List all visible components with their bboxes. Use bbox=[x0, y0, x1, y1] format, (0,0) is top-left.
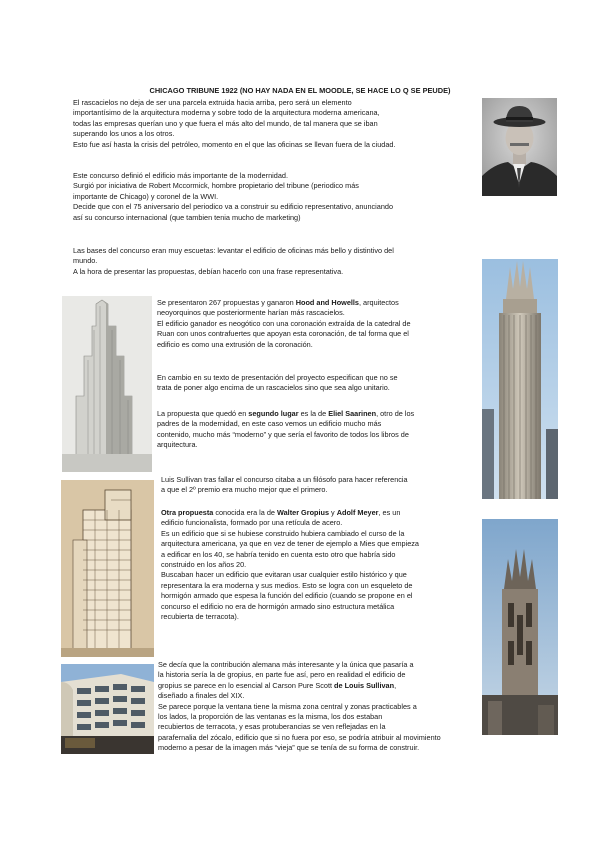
text-line: Decide que con el 75 aniversario del periodico va a construir su edificio representativo, anunciando bbox=[73, 202, 394, 212]
text-line: contenido, mucho más “moderno” y que sería el favorito de todos los libros de bbox=[157, 429, 409, 439]
text-line: concurso el edificio no era de hormigón armado sino estructura metálica bbox=[161, 601, 395, 611]
text-line: importantísimo de la arquitectura moderna y sobre todo de la arquitectura moderna americana, bbox=[73, 108, 380, 118]
presentation-paragraph bbox=[157, 373, 477, 394]
text-line: así su concurso internacional (que tambien tenia mucho de marketing) bbox=[73, 212, 301, 222]
text-span: , bbox=[394, 680, 397, 690]
text-line: a que el 2º premio era mucho mejor que el primero. bbox=[161, 485, 328, 495]
architect-name: Walter Gropius bbox=[277, 508, 330, 517]
text-span: conocida era la de bbox=[213, 508, 277, 517]
text-line: arquitectura. bbox=[157, 440, 198, 450]
portrait-photo bbox=[482, 98, 557, 196]
tribune-tower-photo bbox=[482, 259, 558, 499]
architect-name: de Louis Sullivan bbox=[334, 680, 395, 690]
text-line: construido en los años 20. bbox=[161, 560, 247, 570]
text-line: Es un edificio que si se hubiese construido hubiera cambiado el curso de la bbox=[161, 528, 405, 538]
text-line: recubierta de terracota). bbox=[161, 612, 239, 622]
text-span: es la de bbox=[298, 409, 329, 418]
text-line: padres de la modernidad, en este caso vemos un edificio mucho más bbox=[157, 419, 382, 429]
text-line: Buscaban hacer un edificio que evitaran usar cualquier estilo histórico y que bbox=[161, 570, 407, 580]
text-line: A la hora de presentar las propuestas, debían hacerlo con una frase representativa. bbox=[73, 266, 344, 276]
text-line bbox=[157, 298, 477, 308]
text-line: a edificar en los 40, se habría tenido en cuenta esto otro que habría sido bbox=[161, 549, 396, 559]
text-line bbox=[158, 681, 488, 691]
text-line: Ruan con unos contrafuertes que apoyan esta coronación, de tal forma que el bbox=[157, 329, 409, 339]
text-line: la historia sería la de gropius, en parte fue así, pero en realidad el edificio de bbox=[158, 670, 406, 680]
sullivan-paragraph bbox=[161, 475, 481, 496]
text-line: Esto fue así hasta la crisis del petróleo, momento en el que las oficinas se llevan fuera de la ciudad. bbox=[73, 139, 396, 149]
text-line: Se parece porque la ventana tiene la misma zona central y zonas practicables a bbox=[158, 701, 417, 711]
text-span: y bbox=[329, 508, 337, 517]
text-line: Este concurso definió el edificio más importante de la modernidad. bbox=[73, 171, 288, 180]
text-span: , es un bbox=[378, 508, 401, 517]
text-line: importante de Chicago) y coronel de la WWI. bbox=[73, 191, 219, 201]
emphasis: Otra propuesta bbox=[161, 508, 214, 517]
document-title: CHICAGO TRIBUNE 1922 (NO HAY NADA EN EL MOODLE, SE HACE LO Q SE PEUDE) bbox=[149, 86, 451, 95]
intro-paragraph bbox=[73, 98, 473, 150]
text-line: mundo. bbox=[73, 256, 98, 266]
text-line: hormigón armado que espesa la función del edificio (cuando se propone en el bbox=[161, 591, 413, 601]
text-line: Se decía que la contribución alemana más interesante y la única que pasaría a bbox=[158, 660, 414, 669]
text-line: representara la era moderna y sus medios. Esto se logra con un esqueleto de bbox=[161, 580, 413, 590]
text-line: recubiertos de terracota, y esas protuberancias se ven reflejadas en la bbox=[158, 722, 386, 732]
rouen-tower-photo bbox=[482, 519, 558, 735]
second-place-paragraph bbox=[157, 409, 477, 451]
text-line: El edificio ganador es neogótico con una coronación extraída de la catedral de bbox=[157, 318, 411, 328]
emphasis: segundo lugar bbox=[248, 409, 299, 418]
text-line: parafernalia del zócalo, edificio que si no fuera por eso, se podría atribuir al movimiento bbox=[158, 732, 441, 742]
text-line bbox=[157, 409, 477, 419]
text-line: moderno a pesar de la imagen más “vieja” que se tenía de su forma de construir. bbox=[158, 743, 420, 753]
text-line: neoyorquinos que posteriormente harían más rascacielos. bbox=[157, 308, 345, 318]
text-line: todas las empresas querían uno y que fuera el más alto del mundo, de tal manera que se iban bbox=[73, 118, 378, 128]
contest-paragraph bbox=[73, 171, 473, 223]
text-line: superando los unos a los otros. bbox=[73, 129, 175, 139]
text-span: gropius se parece en lo esencial al Carson Pure Scott bbox=[158, 680, 335, 690]
text-line: arquitectura americana, ya que en vez de tener de ejemplo a Mies que empieza bbox=[161, 539, 419, 549]
text-line: los lados, la proporción de las ventanas es la misma, los dos estaban bbox=[158, 712, 383, 722]
text-span: Se presentaron 267 propuestas y ganaron bbox=[157, 298, 296, 307]
text-line: edificio es como una extrusión de la coronación. bbox=[157, 339, 313, 349]
german-contribution-paragraph bbox=[158, 660, 488, 754]
text-span: , arquitectos bbox=[359, 298, 399, 307]
text-line: Las bases del concurso eran muy escuetas: levantar el edificio de oficinas más bello y distintivo del bbox=[73, 246, 394, 255]
text-line: Luis Sullivan tras fallar el concurso citaba a un filósofo para hacer referencia bbox=[161, 475, 408, 484]
winners-paragraph bbox=[157, 298, 477, 350]
gropius-meyer-drawing bbox=[61, 480, 154, 657]
saarinen-drawing bbox=[62, 296, 152, 472]
architect-name: Eliel Saarinen bbox=[328, 409, 377, 418]
text-line: trata de poner algo encima de un rascacielos sino que sea algo unitario. bbox=[157, 383, 390, 393]
text-line: En cambio en su texto de presentación del proyecto especifican que no se bbox=[157, 373, 398, 382]
text-line: edificio funcionalista, formado por una retícula de acero. bbox=[161, 518, 343, 528]
text-line: diseñado a finales del XIX. bbox=[158, 691, 245, 701]
rules-paragraph bbox=[73, 246, 483, 277]
text-span: , otro de los bbox=[376, 409, 415, 418]
architect-name: Adolf Meyer bbox=[336, 508, 379, 517]
architects-name: Hood and Howells bbox=[295, 298, 359, 307]
text-line bbox=[161, 508, 481, 518]
text-span: La propuesta que quedó en bbox=[157, 409, 249, 418]
text-line: Surgió por iniciativa de Robert Mccormick, hombre propietario del tribune (periodico más bbox=[73, 181, 359, 191]
gropius-paragraph bbox=[161, 508, 481, 622]
text-line: El rascacielos no deja de ser una parcela extruida hacia arriba, pero será un elemento bbox=[73, 98, 352, 107]
carson-building-photo bbox=[61, 664, 154, 754]
